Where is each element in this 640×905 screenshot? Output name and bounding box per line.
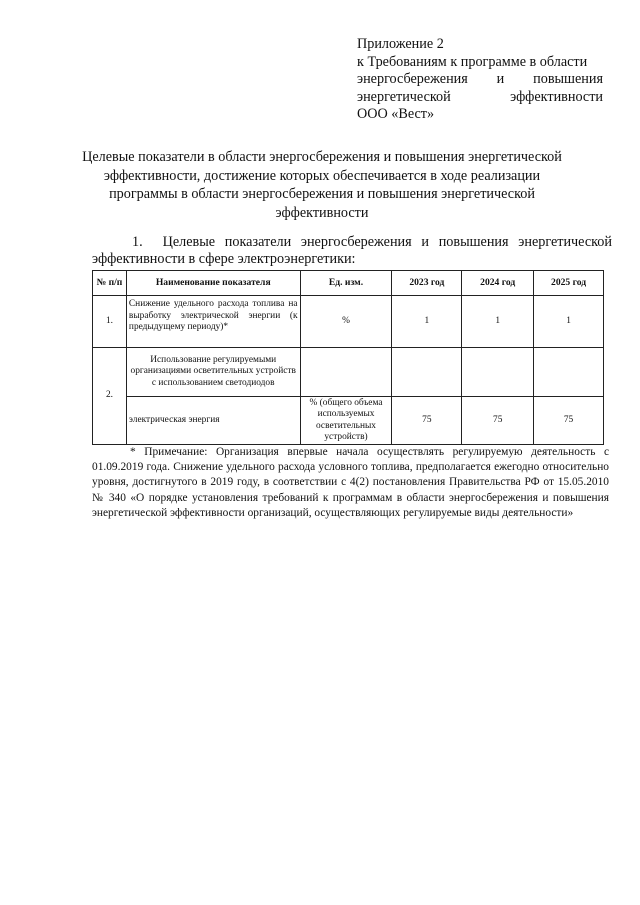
row1-2025: 1 [534,296,604,348]
row1-name: Снижение удельного расхода топлива на выработку электрической энергии (к предыдущему периоду)* [126,296,300,348]
header-2023: 2023 год [392,271,462,296]
table-row [93,296,604,348]
indicators-table [92,270,604,445]
header-unit: Ед. изм. [300,271,392,296]
row2-2024: 75 [462,397,534,445]
appendix-line-5: ООО «Вест» [357,106,435,122]
section-heading-part-1: Целевые показатели энергосбережения и повышения энергетической [162,234,612,250]
row2-2024-empty [462,348,534,397]
row1-unit: % [300,296,392,348]
appendix-block [357,36,603,124]
appendix-line-2: к Требованиям к программе в области [357,53,588,70]
row1-2024: 1 [462,296,534,348]
row2-2023-empty [392,348,462,397]
row2-2025-empty [534,348,604,397]
appendix-line-1: Приложение 2 [357,36,444,52]
section-heading-line-1 [92,234,612,251]
table-header-row [93,271,604,296]
document-title: Целевые показатели в области энергосбережения и повышения энергетической эффективности, достижение которых обеспечивается в ходе реализации программы в области энергосбережения и повышения энергетической эффективности [82,149,562,221]
row2-unit-empty [300,348,392,397]
header-2025: 2025 год [534,271,604,296]
row2-sub-name: электрическая энергия [126,397,300,445]
row2-number: 2. [93,348,127,445]
header-number: № п/п [93,271,127,296]
header-indicator-name: Наименование показателя [126,271,300,296]
appendix-line-3: энергосбережения и повышения [357,71,603,87]
table-row [93,348,604,397]
row2-name: Использование регулируемыми организациями осветительных устройств с использованием светодиодов [126,348,300,397]
section-heading-part-2: эффективности в сфере электроэнергетики: [92,251,356,267]
row1-number: 1. [93,296,127,348]
row1-2023: 1 [392,296,462,348]
footnote-text: * Примечание: Организация впервые начала осуществлять регулируемую деятельность с 01.09.2019 года. Снижение удельного расхода условного топлива, предполагается ежегодно относительно уровня, достигнутого в 2019 году, в соответствии с 4(2) постановления Правительства РФ от 15.05.2010 № 340 «О порядке установления требований к программам в области энергосбережения и повышения энергетической эффективности организаций, осуществляющих регулируемые виды деятельности» [92,446,609,519]
row2-2025: 75 [534,397,604,445]
header-2024: 2024 год [462,271,534,296]
section-number: 1. [132,234,143,250]
section-heading [92,234,612,268]
row2-2023: 75 [392,397,462,445]
footnote [92,445,609,521]
appendix-line-4: энергетической эффективности [357,88,603,105]
table-row [93,397,604,445]
row2-sub-unit: % (общего объема используемых осветительных устройств) [300,397,392,445]
